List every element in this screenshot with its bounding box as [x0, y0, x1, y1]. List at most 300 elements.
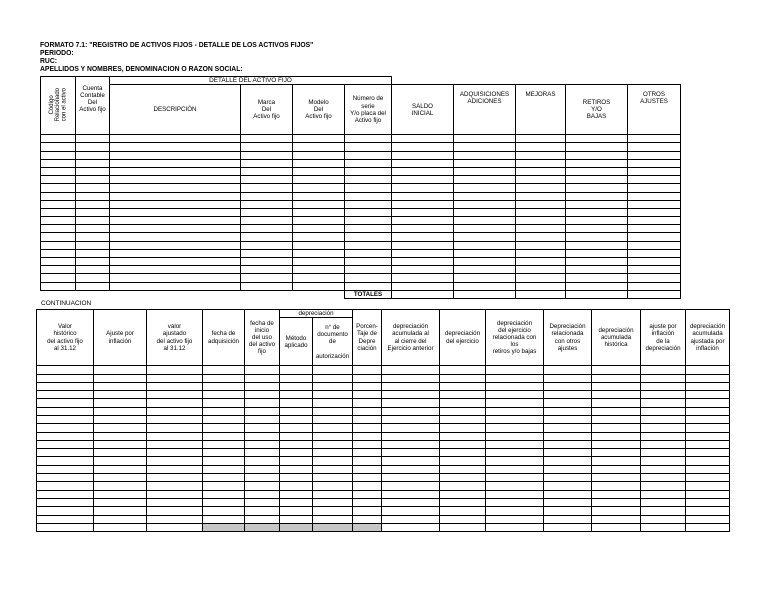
table-cell[interactable]	[110, 241, 241, 249]
table-cell[interactable]	[440, 399, 486, 407]
table-cell[interactable]	[313, 449, 353, 457]
table-cell[interactable]	[440, 432, 486, 440]
table-cell[interactable]	[686, 399, 730, 407]
table-cell[interactable]	[592, 399, 641, 407]
table-cell[interactable]	[203, 465, 245, 473]
table-cell[interactable]	[392, 241, 454, 249]
table-cell[interactable]	[41, 233, 76, 241]
table-cell[interactable]	[592, 449, 641, 457]
table-cell[interactable]	[382, 432, 440, 440]
table-cell[interactable]	[245, 507, 280, 515]
table-cell[interactable]	[345, 225, 392, 233]
table-cell[interactable]	[628, 241, 681, 249]
table-cell[interactable]	[76, 274, 110, 282]
table-cell[interactable]	[345, 159, 392, 167]
table-cell[interactable]	[592, 490, 641, 498]
table-cell[interactable]	[641, 382, 686, 390]
table-cell[interactable]	[392, 135, 454, 143]
table-cell[interactable]	[641, 407, 686, 415]
table-cell[interactable]	[94, 440, 147, 448]
table-cell[interactable]	[566, 233, 628, 241]
table-cell[interactable]	[440, 507, 486, 515]
table-cell[interactable]	[686, 415, 730, 423]
table-cell[interactable]	[293, 208, 345, 216]
table-cell[interactable]	[203, 482, 245, 490]
table-cell[interactable]	[566, 143, 628, 151]
table-cell[interactable]	[382, 482, 440, 490]
table-cell[interactable]	[280, 407, 313, 415]
table-cell[interactable]	[382, 490, 440, 498]
table-cell[interactable]	[245, 424, 280, 432]
table-cell[interactable]	[686, 366, 730, 374]
table-cell[interactable]	[592, 415, 641, 423]
table-cell[interactable]	[37, 374, 94, 382]
table-cell[interactable]	[628, 282, 681, 290]
table-cell[interactable]	[641, 498, 686, 506]
table-cell[interactable]	[37, 474, 94, 482]
table-cell[interactable]	[345, 282, 392, 290]
table-cell[interactable]	[345, 176, 392, 184]
table-cell[interactable]	[544, 474, 592, 482]
table-cell[interactable]	[566, 192, 628, 200]
table-cell[interactable]	[686, 482, 730, 490]
table-cell[interactable]	[280, 457, 313, 465]
table-cell[interactable]	[516, 208, 566, 216]
table-cell[interactable]	[516, 184, 566, 192]
table-cell[interactable]	[544, 523, 592, 531]
table-cell[interactable]	[486, 399, 544, 407]
table-cell[interactable]	[454, 176, 516, 184]
table-cell[interactable]	[592, 465, 641, 473]
table-cell[interactable]	[94, 424, 147, 432]
table-cell[interactable]	[345, 208, 392, 216]
table-cell[interactable]	[516, 241, 566, 249]
table-cell[interactable]	[110, 208, 241, 216]
table-cell[interactable]	[147, 523, 203, 531]
table-cell[interactable]	[440, 440, 486, 448]
table-cell[interactable]	[382, 465, 440, 473]
table-cell[interactable]	[392, 225, 454, 233]
table-cell[interactable]	[544, 415, 592, 423]
totals-cell[interactable]	[628, 290, 681, 298]
table-cell[interactable]	[382, 366, 440, 374]
table-cell[interactable]	[353, 515, 382, 523]
table-cell[interactable]	[203, 399, 245, 407]
table-cell[interactable]	[110, 200, 241, 208]
table-cell[interactable]	[454, 151, 516, 159]
table-cell[interactable]	[313, 523, 353, 531]
table-cell[interactable]	[345, 143, 392, 151]
table-cell[interactable]	[382, 374, 440, 382]
table-cell[interactable]	[241, 184, 293, 192]
table-cell[interactable]	[392, 274, 454, 282]
table-cell[interactable]	[94, 474, 147, 482]
table-cell[interactable]	[37, 457, 94, 465]
table-cell[interactable]	[592, 507, 641, 515]
table-cell[interactable]	[566, 249, 628, 257]
table-cell[interactable]	[280, 449, 313, 457]
table-cell[interactable]	[592, 407, 641, 415]
table-cell[interactable]	[293, 135, 345, 143]
table-cell[interactable]	[454, 135, 516, 143]
table-cell[interactable]	[280, 515, 313, 523]
table-cell[interactable]	[516, 266, 566, 274]
table-cell[interactable]	[41, 241, 76, 249]
table-cell[interactable]	[440, 515, 486, 523]
table-cell[interactable]	[41, 135, 76, 143]
table-cell[interactable]	[516, 282, 566, 290]
table-cell[interactable]	[353, 374, 382, 382]
table-cell[interactable]	[203, 415, 245, 423]
table-cell[interactable]	[110, 225, 241, 233]
table-cell[interactable]	[544, 374, 592, 382]
table-cell[interactable]	[686, 465, 730, 473]
table-cell[interactable]	[293, 266, 345, 274]
table-cell[interactable]	[628, 200, 681, 208]
table-cell[interactable]	[486, 440, 544, 448]
table-cell[interactable]	[516, 217, 566, 225]
table-cell[interactable]	[245, 482, 280, 490]
table-cell[interactable]	[392, 159, 454, 167]
table-cell[interactable]	[94, 515, 147, 523]
table-cell[interactable]	[686, 498, 730, 506]
table-cell[interactable]	[686, 474, 730, 482]
table-cell[interactable]	[41, 143, 76, 151]
table-cell[interactable]	[41, 217, 76, 225]
table-cell[interactable]	[37, 465, 94, 473]
table-cell[interactable]	[566, 184, 628, 192]
table-cell[interactable]	[641, 440, 686, 448]
table-cell[interactable]	[110, 151, 241, 159]
table-cell[interactable]	[353, 482, 382, 490]
table-cell[interactable]	[486, 449, 544, 457]
table-cell[interactable]	[544, 424, 592, 432]
table-cell[interactable]	[110, 176, 241, 184]
table-cell[interactable]	[440, 523, 486, 531]
table-cell[interactable]	[592, 374, 641, 382]
table-cell[interactable]	[516, 192, 566, 200]
table-cell[interactable]	[280, 465, 313, 473]
table-cell[interactable]	[147, 399, 203, 407]
table-cell[interactable]	[147, 424, 203, 432]
table-cell[interactable]	[245, 415, 280, 423]
table-cell[interactable]	[94, 366, 147, 374]
table-cell[interactable]	[280, 382, 313, 390]
table-cell[interactable]	[313, 366, 353, 374]
table-cell[interactable]	[566, 241, 628, 249]
table-cell[interactable]	[241, 225, 293, 233]
table-cell[interactable]	[628, 266, 681, 274]
table-cell[interactable]	[313, 432, 353, 440]
table-cell[interactable]	[94, 391, 147, 399]
table-cell[interactable]	[516, 258, 566, 266]
table-cell[interactable]	[41, 151, 76, 159]
table-cell[interactable]	[392, 266, 454, 274]
table-cell[interactable]	[628, 184, 681, 192]
table-cell[interactable]	[76, 249, 110, 257]
table-cell[interactable]	[203, 366, 245, 374]
table-cell[interactable]	[280, 474, 313, 482]
table-cell[interactable]	[280, 482, 313, 490]
table-cell[interactable]	[486, 498, 544, 506]
table-cell[interactable]	[544, 407, 592, 415]
table-cell[interactable]	[353, 507, 382, 515]
table-cell[interactable]	[686, 490, 730, 498]
table-cell[interactable]	[245, 523, 280, 531]
table-cell[interactable]	[544, 432, 592, 440]
table-cell[interactable]	[440, 382, 486, 390]
table-cell[interactable]	[147, 507, 203, 515]
table-cell[interactable]	[313, 399, 353, 407]
table-cell[interactable]	[147, 440, 203, 448]
table-cell[interactable]	[440, 374, 486, 382]
table-cell[interactable]	[241, 167, 293, 175]
table-cell[interactable]	[592, 432, 641, 440]
table-cell[interactable]	[241, 249, 293, 257]
table-cell[interactable]	[392, 192, 454, 200]
table-cell[interactable]	[280, 366, 313, 374]
table-cell[interactable]	[392, 184, 454, 192]
table-cell[interactable]	[37, 498, 94, 506]
table-cell[interactable]	[686, 424, 730, 432]
table-cell[interactable]	[245, 474, 280, 482]
table-cell[interactable]	[245, 407, 280, 415]
table-cell[interactable]	[392, 151, 454, 159]
table-cell[interactable]	[566, 135, 628, 143]
table-cell[interactable]	[293, 274, 345, 282]
table-cell[interactable]	[203, 457, 245, 465]
table-cell[interactable]	[516, 249, 566, 257]
table-cell[interactable]	[293, 241, 345, 249]
table-cell[interactable]	[641, 399, 686, 407]
table-cell[interactable]	[454, 159, 516, 167]
table-cell[interactable]	[76, 151, 110, 159]
table-cell[interactable]	[37, 415, 94, 423]
table-cell[interactable]	[147, 515, 203, 523]
table-cell[interactable]	[641, 465, 686, 473]
table-cell[interactable]	[94, 490, 147, 498]
table-cell[interactable]	[147, 374, 203, 382]
table-cell[interactable]	[544, 366, 592, 374]
table-cell[interactable]	[641, 415, 686, 423]
table-cell[interactable]	[203, 432, 245, 440]
table-cell[interactable]	[592, 482, 641, 490]
table-cell[interactable]	[392, 282, 454, 290]
table-cell[interactable]	[41, 192, 76, 200]
table-cell[interactable]	[41, 282, 76, 290]
table-cell[interactable]	[203, 474, 245, 482]
table-cell[interactable]	[628, 225, 681, 233]
table-cell[interactable]	[313, 374, 353, 382]
table-cell[interactable]	[241, 192, 293, 200]
table-cell[interactable]	[382, 457, 440, 465]
table-cell[interactable]	[41, 208, 76, 216]
table-cell[interactable]	[440, 498, 486, 506]
table-cell[interactable]	[147, 391, 203, 399]
table-cell[interactable]	[628, 135, 681, 143]
table-cell[interactable]	[76, 258, 110, 266]
table-cell[interactable]	[76, 233, 110, 241]
table-cell[interactable]	[345, 233, 392, 241]
table-cell[interactable]	[454, 241, 516, 249]
table-cell[interactable]	[76, 282, 110, 290]
table-cell[interactable]	[353, 465, 382, 473]
table-cell[interactable]	[641, 424, 686, 432]
table-cell[interactable]	[592, 457, 641, 465]
table-cell[interactable]	[280, 507, 313, 515]
table-cell[interactable]	[544, 449, 592, 457]
table-cell[interactable]	[37, 391, 94, 399]
table-cell[interactable]	[293, 258, 345, 266]
table-cell[interactable]	[147, 498, 203, 506]
table-cell[interactable]	[37, 449, 94, 457]
table-cell[interactable]	[440, 482, 486, 490]
table-cell[interactable]	[516, 176, 566, 184]
table-cell[interactable]	[592, 424, 641, 432]
table-cell[interactable]	[241, 143, 293, 151]
table-cell[interactable]	[566, 217, 628, 225]
table-cell[interactable]	[94, 399, 147, 407]
table-cell[interactable]	[345, 241, 392, 249]
table-cell[interactable]	[293, 282, 345, 290]
table-cell[interactable]	[544, 382, 592, 390]
table-cell[interactable]	[41, 200, 76, 208]
table-cell[interactable]	[41, 225, 76, 233]
table-cell[interactable]	[382, 474, 440, 482]
table-cell[interactable]	[313, 382, 353, 390]
table-cell[interactable]	[516, 167, 566, 175]
table-cell[interactable]	[37, 440, 94, 448]
table-cell[interactable]	[280, 399, 313, 407]
table-cell[interactable]	[245, 440, 280, 448]
table-cell[interactable]	[293, 143, 345, 151]
table-cell[interactable]	[345, 200, 392, 208]
table-cell[interactable]	[392, 249, 454, 257]
table-cell[interactable]	[516, 135, 566, 143]
table-cell[interactable]	[628, 249, 681, 257]
table-cell[interactable]	[641, 507, 686, 515]
table-cell[interactable]	[516, 151, 566, 159]
table-cell[interactable]	[94, 523, 147, 531]
table-cell[interactable]	[293, 200, 345, 208]
table-cell[interactable]	[382, 424, 440, 432]
table-cell[interactable]	[392, 208, 454, 216]
table-cell[interactable]	[76, 200, 110, 208]
table-cell[interactable]	[686, 507, 730, 515]
table-cell[interactable]	[94, 382, 147, 390]
table-cell[interactable]	[486, 474, 544, 482]
table-cell[interactable]	[110, 258, 241, 266]
table-cell[interactable]	[686, 515, 730, 523]
table-cell[interactable]	[566, 208, 628, 216]
table-cell[interactable]	[147, 490, 203, 498]
table-cell[interactable]	[203, 374, 245, 382]
table-cell[interactable]	[313, 424, 353, 432]
table-cell[interactable]	[41, 167, 76, 175]
table-cell[interactable]	[566, 282, 628, 290]
table-cell[interactable]	[245, 382, 280, 390]
table-cell[interactable]	[245, 366, 280, 374]
table-cell[interactable]	[94, 415, 147, 423]
table-cell[interactable]	[454, 258, 516, 266]
table-cell[interactable]	[147, 482, 203, 490]
table-cell[interactable]	[440, 474, 486, 482]
table-cell[interactable]	[486, 415, 544, 423]
table-cell[interactable]	[454, 143, 516, 151]
table-cell[interactable]	[76, 184, 110, 192]
table-cell[interactable]	[280, 424, 313, 432]
table-cell[interactable]	[313, 515, 353, 523]
table-cell[interactable]	[486, 374, 544, 382]
table-cell[interactable]	[76, 241, 110, 249]
table-cell[interactable]	[203, 498, 245, 506]
table-cell[interactable]	[628, 159, 681, 167]
table-cell[interactable]	[313, 498, 353, 506]
table-cell[interactable]	[203, 407, 245, 415]
table-cell[interactable]	[41, 184, 76, 192]
table-cell[interactable]	[382, 391, 440, 399]
table-cell[interactable]	[245, 391, 280, 399]
table-cell[interactable]	[353, 498, 382, 506]
table-cell[interactable]	[313, 391, 353, 399]
table-cell[interactable]	[628, 258, 681, 266]
table-cell[interactable]	[544, 391, 592, 399]
table-cell[interactable]	[37, 432, 94, 440]
table-cell[interactable]	[245, 465, 280, 473]
table-cell[interactable]	[686, 449, 730, 457]
table-cell[interactable]	[392, 167, 454, 175]
table-cell[interactable]	[245, 432, 280, 440]
table-cell[interactable]	[516, 159, 566, 167]
table-cell[interactable]	[245, 374, 280, 382]
table-cell[interactable]	[516, 143, 566, 151]
table-cell[interactable]	[641, 482, 686, 490]
table-cell[interactable]	[382, 382, 440, 390]
table-cell[interactable]	[454, 208, 516, 216]
table-cell[interactable]	[76, 266, 110, 274]
table-cell[interactable]	[76, 217, 110, 225]
table-cell[interactable]	[241, 233, 293, 241]
table-cell[interactable]	[241, 282, 293, 290]
table-cell[interactable]	[110, 184, 241, 192]
table-cell[interactable]	[203, 382, 245, 390]
table-cell[interactable]	[110, 282, 241, 290]
table-cell[interactable]	[566, 159, 628, 167]
table-cell[interactable]	[454, 192, 516, 200]
table-cell[interactable]	[392, 143, 454, 151]
table-cell[interactable]	[686, 523, 730, 531]
table-cell[interactable]	[486, 515, 544, 523]
table-cell[interactable]	[353, 440, 382, 448]
table-cell[interactable]	[382, 399, 440, 407]
totals-cell[interactable]	[566, 290, 628, 298]
table-cell[interactable]	[566, 167, 628, 175]
table-cell[interactable]	[486, 523, 544, 531]
table-cell[interactable]	[382, 515, 440, 523]
table-cell[interactable]	[41, 258, 76, 266]
table-cell[interactable]	[686, 440, 730, 448]
table-cell[interactable]	[353, 391, 382, 399]
table-cell[interactable]	[245, 515, 280, 523]
table-cell[interactable]	[544, 507, 592, 515]
table-cell[interactable]	[516, 200, 566, 208]
table-cell[interactable]	[203, 490, 245, 498]
table-cell[interactable]	[566, 176, 628, 184]
table-cell[interactable]	[382, 507, 440, 515]
table-cell[interactable]	[94, 482, 147, 490]
table-cell[interactable]	[203, 507, 245, 515]
table-cell[interactable]	[293, 192, 345, 200]
